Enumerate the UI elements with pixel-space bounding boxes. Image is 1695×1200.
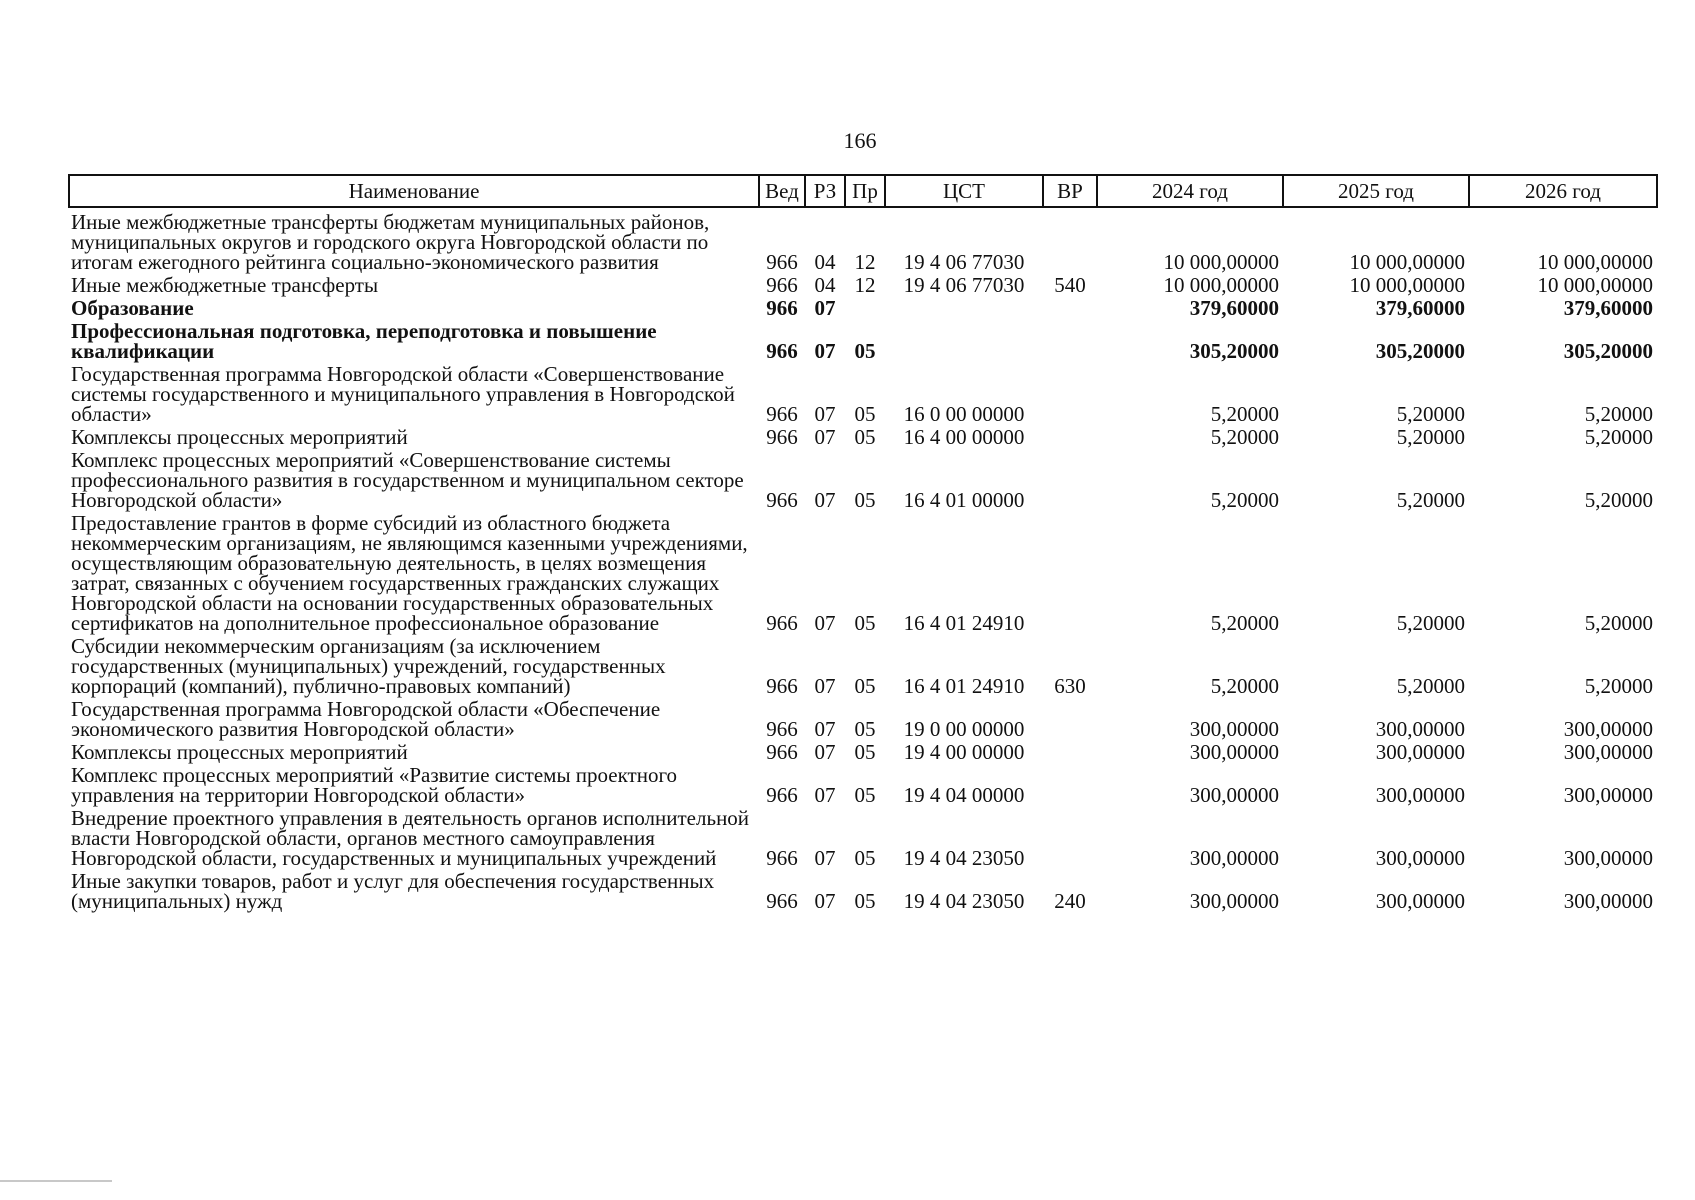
row-rz: 07 [814, 425, 836, 449]
row-amount-2024: 300,00000 [1189, 889, 1279, 913]
header-pr: Пр [845, 175, 885, 207]
row-amount-2025: 10 000,00000 [1349, 250, 1465, 274]
row-amount-2025: 379,60000 [1375, 296, 1465, 320]
row-name: Государственная программа Новгородской области «Совершенствование системы государственного и муниципального управления в Новгородской области» [71, 362, 735, 426]
row-amount-2025: 5,20000 [1396, 425, 1465, 449]
table-row [69, 297, 1657, 320]
row-rz: 07 [814, 717, 836, 741]
row-name: Комплексы процессных мероприятий [71, 740, 408, 764]
header-cst: ЦСТ [885, 175, 1043, 207]
row-amount-2024: 5,20000 [1210, 611, 1279, 635]
row-amount-2024: 305,20000 [1189, 339, 1279, 363]
row-name: Профессиональная подготовка, переподготовка и повышение квалификации [71, 319, 657, 363]
row-rz: 07 [814, 889, 836, 913]
row-amount-2025: 5,20000 [1396, 488, 1465, 512]
header-row [69, 175, 1657, 207]
row-rz: 07 [814, 674, 836, 698]
table-row [69, 807, 1657, 870]
row-rz: 07 [814, 339, 836, 363]
row-amount-2026: 10 000,00000 [1537, 250, 1653, 274]
row-pr: 05 [854, 339, 876, 363]
row-amount-2024: 5,20000 [1210, 488, 1279, 512]
row-amount-2026: 5,20000 [1584, 611, 1653, 635]
row-amount-2024: 5,20000 [1210, 402, 1279, 426]
row-ved: 966 [766, 717, 798, 741]
row-pr: 05 [854, 674, 876, 698]
row-vr [1043, 741, 1097, 764]
row-name: Образование [71, 296, 194, 320]
row-amount-2025: 305,20000 [1375, 339, 1465, 363]
row-ved: 966 [766, 296, 798, 320]
row-amount-2026: 300,00000 [1563, 740, 1653, 764]
row-name: Комплексы процессных мероприятий [71, 425, 408, 449]
row-amount-2026: 5,20000 [1584, 674, 1653, 698]
row-ved: 966 [766, 250, 798, 274]
row-cst: 19 4 06 77030 [903, 250, 1025, 274]
row-ved: 966 [766, 611, 798, 635]
row-vr [1043, 363, 1097, 426]
row-ved: 966 [766, 488, 798, 512]
scan-edge-mark [0, 1180, 112, 1182]
table-body [69, 207, 1657, 913]
row-pr: 12 [854, 273, 876, 297]
row-amount-2026: 305,20000 [1563, 339, 1653, 363]
row-vr [1043, 320, 1097, 363]
row-rz: 07 [814, 402, 836, 426]
row-pr: 05 [854, 717, 876, 741]
budget-table [68, 174, 1658, 913]
row-cst: 16 0 00 00000 [903, 402, 1025, 426]
table-row [69, 635, 1657, 698]
row-rz: 07 [814, 296, 836, 320]
row-amount-2026: 300,00000 [1563, 717, 1653, 741]
row-name: Иные межбюджетные трансферты бюджетам муниципальных районов, муниципальных округов и городского округа Новгородской области по итогам ежегодного рейтинга социально-экономического развития [71, 210, 710, 274]
row-pr: 05 [854, 783, 876, 807]
table-row [69, 449, 1657, 512]
header-rz: РЗ [805, 175, 845, 207]
row-amount-2026: 379,60000 [1563, 296, 1653, 320]
row-amount-2024: 379,60000 [1189, 296, 1279, 320]
row-ved: 966 [766, 783, 798, 807]
row-name: Внедрение проектного управления в деятельность органов исполнительной власти Новгородской области, органов местного самоуправления Новгородской области, государственных и муниципальных учреждений [71, 806, 750, 870]
row-vr [1043, 807, 1097, 870]
row-vr [1043, 512, 1097, 635]
header-2024: 2024 год [1097, 175, 1283, 207]
row-rz: 07 [814, 488, 836, 512]
row-rz: 07 [814, 783, 836, 807]
row-amount-2024: 300,00000 [1189, 846, 1279, 870]
row-vr [1043, 426, 1097, 449]
row-pr: 05 [854, 740, 876, 764]
row-amount-2026: 5,20000 [1584, 425, 1653, 449]
row-cst: 19 4 06 77030 [903, 273, 1025, 297]
row-ved: 966 [766, 425, 798, 449]
table-row [69, 320, 1657, 363]
row-name: Иные закупки товаров, работ и услуг для обеспечения государственных (муниципальных) нужд [71, 869, 715, 913]
row-vr [1043, 764, 1097, 807]
row-amount-2025: 5,20000 [1396, 674, 1465, 698]
table-header [69, 175, 1657, 207]
row-amount-2025: 300,00000 [1375, 740, 1465, 764]
row-amount-2024: 300,00000 [1189, 717, 1279, 741]
row-pr: 12 [854, 250, 876, 274]
row-rz: 07 [814, 611, 836, 635]
row-cst: 19 4 00 00000 [903, 740, 1025, 764]
row-amount-2026: 10 000,00000 [1537, 273, 1653, 297]
row-ved: 966 [766, 889, 798, 913]
row-cst: 19 4 04 23050 [903, 846, 1025, 870]
row-vr [1043, 207, 1097, 274]
row-amount-2024: 300,00000 [1189, 740, 1279, 764]
row-amount-2024: 5,20000 [1210, 674, 1279, 698]
row-pr [845, 297, 885, 320]
table-row [69, 870, 1657, 913]
row-amount-2026: 5,20000 [1584, 488, 1653, 512]
row-amount-2025: 5,20000 [1396, 611, 1465, 635]
row-rz: 04 [814, 273, 836, 297]
table-row [69, 698, 1657, 741]
row-ved: 966 [766, 846, 798, 870]
row-ved: 966 [766, 273, 798, 297]
row-rz: 07 [814, 740, 836, 764]
row-cst: 16 4 01 00000 [903, 488, 1025, 512]
page-number: 166 [843, 128, 877, 153]
row-amount-2026: 5,20000 [1584, 402, 1653, 426]
row-amount-2026: 300,00000 [1563, 889, 1653, 913]
row-vr [1043, 297, 1097, 320]
row-rz: 04 [814, 250, 836, 274]
row-name: Комплекс процессных мероприятий «Совершенствование системы профессионального развития в государственном и муниципальном секторе Новгородской области» [71, 448, 744, 512]
row-amount-2024: 10 000,00000 [1163, 273, 1279, 297]
header-name: Наименование [69, 175, 759, 207]
row-pr: 05 [854, 402, 876, 426]
row-name: Субсидии некоммерческим организациям (за исключением государственных (муниципальных) учреждений, государственных корпораций (компаний), публично-правовых компаний) [71, 634, 666, 698]
header-2025: 2025 год [1283, 175, 1469, 207]
row-pr: 05 [854, 611, 876, 635]
table-row [69, 741, 1657, 764]
header-ved: Вед [759, 175, 805, 207]
table-row [69, 764, 1657, 807]
row-amount-2025: 300,00000 [1375, 846, 1465, 870]
row-name: Государственная программа Новгородской области «Обеспечение экономического развития Новгородской области» [71, 697, 661, 741]
row-amount-2025: 5,20000 [1396, 402, 1465, 426]
row-amount-2026: 300,00000 [1563, 783, 1653, 807]
row-amount-2026: 300,00000 [1563, 846, 1653, 870]
table-row [69, 274, 1657, 297]
row-amount-2024: 5,20000 [1210, 425, 1279, 449]
row-ved: 966 [766, 674, 798, 698]
row-vr: 630 [1054, 674, 1086, 698]
row-ved: 966 [766, 339, 798, 363]
row-cst: 16 4 01 24910 [903, 674, 1025, 698]
row-pr: 05 [854, 488, 876, 512]
row-amount-2024: 300,00000 [1189, 783, 1279, 807]
table-row [69, 426, 1657, 449]
header-vr: ВР [1043, 175, 1097, 207]
row-cst: 19 0 00 00000 [903, 717, 1025, 741]
row-vr: 540 [1054, 273, 1086, 297]
table-row [69, 363, 1657, 426]
row-amount-2025: 10 000,00000 [1349, 273, 1465, 297]
row-pr: 05 [854, 889, 876, 913]
row-name: Комплекс процессных мероприятий «Развитие системы проектного управления на территории Новгородской области» [71, 763, 678, 807]
row-name: Предоставление грантов в форме субсидий из областного бюджета некоммерческим организациям, не являющимся казенными учреждениями, осуществляющим образовательную деятельность, в целях возмещения затрат, связанных с обучением государственных гражданских служащих Новгородской области на основании государственных образовательных сертификатов на дополнительное профессиональное образование [71, 511, 748, 635]
table-row [69, 207, 1657, 274]
row-cst: 16 4 01 24910 [903, 611, 1025, 635]
header-2026: 2026 год [1469, 175, 1657, 207]
row-cst [885, 297, 1043, 320]
row-pr: 05 [854, 425, 876, 449]
row-amount-2025: 300,00000 [1375, 717, 1465, 741]
row-amount-2024: 10 000,00000 [1163, 250, 1279, 274]
row-cst: 19 4 04 23050 [903, 889, 1025, 913]
row-vr: 240 [1054, 889, 1086, 913]
row-vr [1043, 698, 1097, 741]
row-cst: 16 4 00 00000 [903, 425, 1025, 449]
row-amount-2025: 300,00000 [1375, 889, 1465, 913]
row-ved: 966 [766, 402, 798, 426]
row-ved: 966 [766, 740, 798, 764]
row-amount-2025: 300,00000 [1375, 783, 1465, 807]
row-cst: 19 4 04 00000 [903, 783, 1025, 807]
table-row [69, 512, 1657, 635]
row-pr: 05 [854, 846, 876, 870]
row-rz: 07 [814, 846, 836, 870]
row-vr [1043, 449, 1097, 512]
row-name: Иные межбюджетные трансферты [71, 273, 379, 297]
row-cst [885, 320, 1043, 363]
